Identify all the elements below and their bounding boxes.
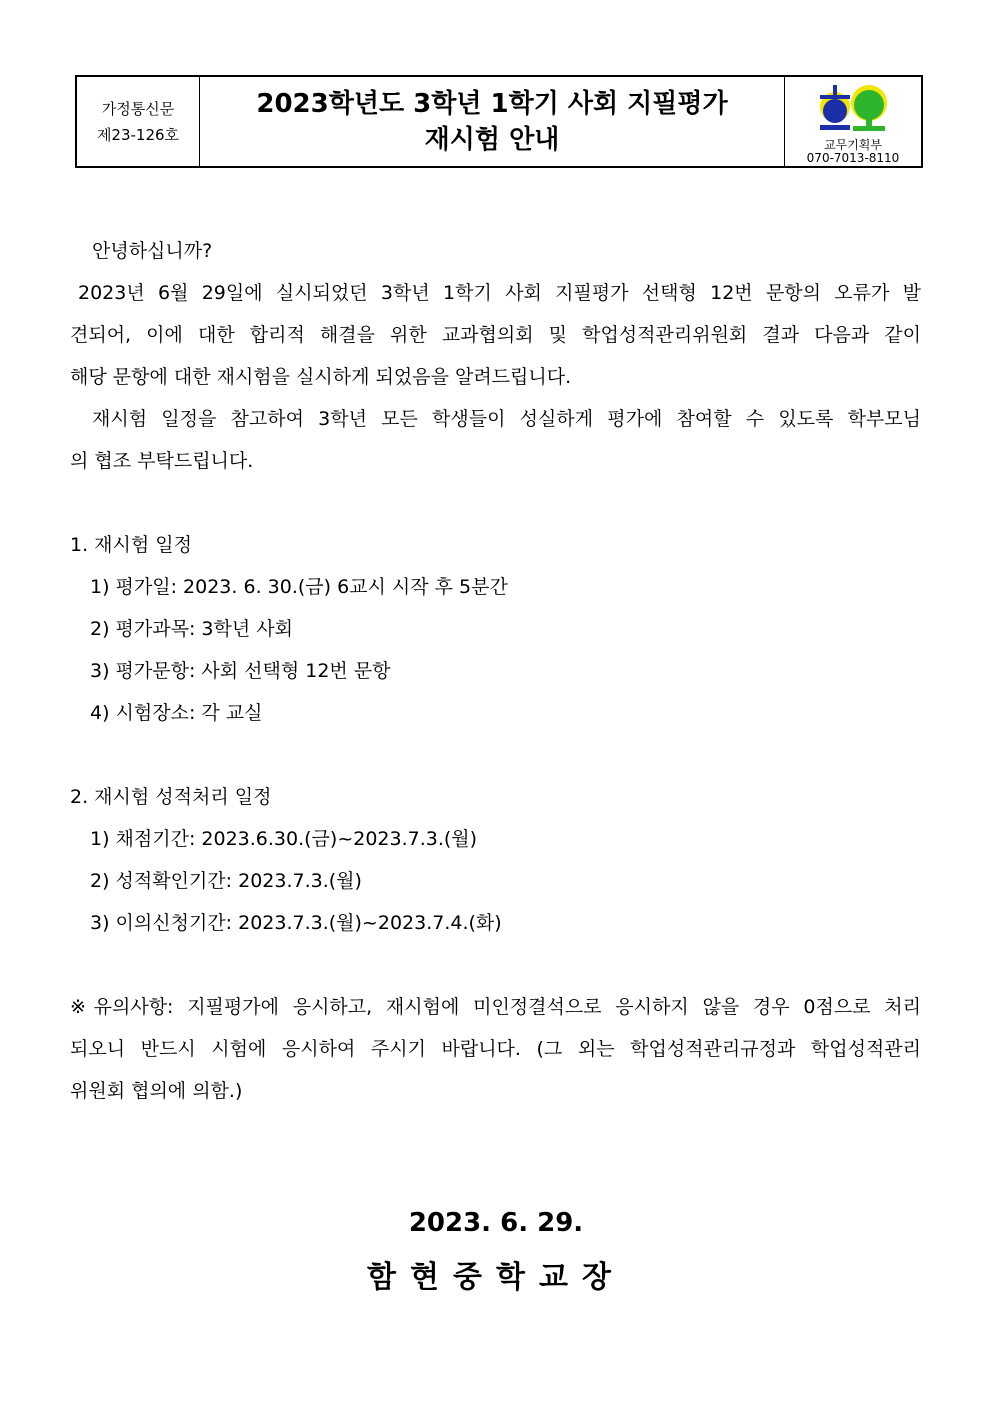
list-item: 3) 이의신청기간: 2023.7.3.(월)~2023.7.4.(화): [90, 912, 502, 934]
doc-number: 제23-126호: [96, 125, 180, 144]
section-1-heading: 1. 재시험 일정: [70, 534, 192, 556]
intro-line: 견되어, 이에 대한 합리적 해결을 위한 교과협의회 및 학업성적관리위원회 결과 다음과 같이: [70, 324, 921, 346]
school-logo-icon: [817, 81, 889, 139]
issue-date: 2023. 6. 29.: [408, 1208, 584, 1238]
school-principal: 함현중학교장: [367, 1260, 625, 1295]
document-header: [75, 75, 923, 168]
notice-line: 되오니 반드시 시험에 응시하여 주시기 바랍니다. (그 외는 학업성적관리규정과 학업성적관리: [70, 1038, 921, 1060]
notice-line: 위원회 협의에 의함.): [70, 1080, 243, 1102]
intro-line: 해당 문항에 대한 재시험을 실시하게 되었음을 알려드립니다.: [70, 366, 572, 388]
list-item: 4) 시험장소: 각 교실: [90, 702, 263, 724]
greeting: 안녕하십니까?: [92, 240, 213, 262]
letter-body: [70, 230, 921, 1112]
department-box: [784, 77, 921, 166]
intro-line: 2023년 6월 29일에 실시되었던 3학년 1학기 사회 지필평가 선택형 12번 문항의 오류가 발: [78, 282, 921, 304]
list-item: 2) 성적확인기간: 2023.7.3.(월): [90, 870, 362, 892]
department-phone: 070-7013-8110: [806, 151, 900, 165]
doc-type: 가정통신문: [101, 99, 175, 118]
title-line-1: 2023학년도 3학년 1학기 사회 지필평가: [256, 88, 728, 119]
list-item: 3) 평가문항: 사회 선택형 12번 문항: [90, 660, 391, 682]
page-title: [200, 77, 784, 166]
notice-line: ※유의사항: 지필평가에 응시하고, 재시험에 미인정결석으로 응시하지 않을 경우 0점으로 처리: [70, 996, 921, 1018]
list-item: 1) 평가일: 2023. 6. 30.(금) 6교시 시작 후 5분간: [90, 576, 508, 598]
title-line-2: 재시험 안내: [424, 124, 560, 155]
intro-line: 의 협조 부탁드립니다.: [70, 450, 254, 472]
doc-info: [77, 77, 200, 166]
section-2-heading: 2. 재시험 성적처리 일정: [70, 786, 272, 808]
list-item: 2) 평가과목: 3학년 사회: [90, 618, 293, 640]
department-name: 교무기획부: [824, 138, 882, 152]
intro-line: 재시험 일정을 참고하여 3학년 모든 학생들이 성실하게 평가에 참여할 수 있도록 학부모님: [92, 408, 921, 430]
list-item: 1) 채점기간: 2023.6.30.(금)~2023.7.3.(월): [90, 828, 478, 850]
